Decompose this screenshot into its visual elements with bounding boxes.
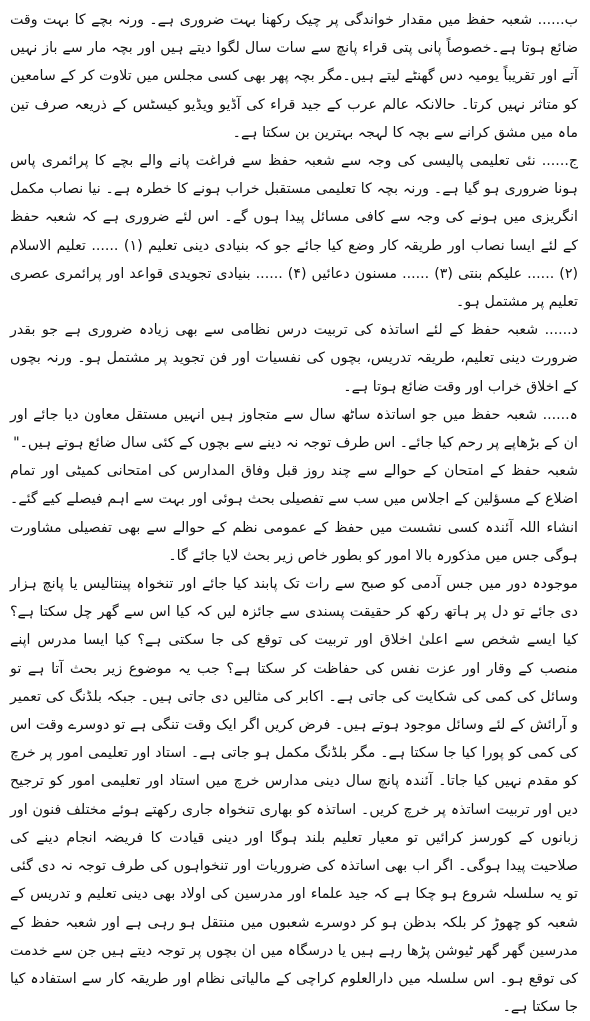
paragraph-b: ب...... شعبہ حفظ میں مقدار خواندگی پر چیک رکھنا بہت ضروری ہے۔ ورنہ بچے کا بہت وقت ضائع ہوتا ہے۔خصوصاً پانی پتی قراء پانچ سے سات سال لگوا دیتے ہیں اور بچہ مار سے باز نہیں آتے اور تقریباً یومیہ دس گھنٹے لیتے ہیں۔مگر بچہ پھر بھی کسی مجلس میں تلاوت کر کے سامعین کو متاثر نہیں کرتا۔ حالانکہ عالم عرب کے جید قراء کی آڈیو ویڈیو کیسٹس کے ذریعہ صرف تین ماہ میں مشق کرانے سے بچہ کا لہجہ بہترین بن سکتا ہے۔	[10, 12, 578, 141]
paragraph-j: ج...... نئی تعلیمی پالیسی کی وجہ سے شعبہ حفظ سے فراغت پانے والے بچے کا پرائمری پاس ہونا ضروری ہو گیا ہے۔ ورنہ بچہ کا تعلیمی مستقبل خراب ہونے کا خطرہ ہے۔ نیا نصاب مکمل انگریزی میں ہونے کی وجہ سے کافی مسائل پیدا ہوں گے۔ اس لئے ضروری ہے کہ شعبہ حفظ کے لئے ایسا نصاب اور طریقہ کار وضع کیا جائے جو کہ بنیادی دینی تعلیم (۱) ...... تعلیم الاسلام (۲) ...... علیکم بنتی (۳) ...... مسنون دعائیں (۴) ...... بنیادی تجویدی قواعد اور پرائمری عصری تعلیم پر مشتمل ہو۔	[10, 153, 578, 311]
paragraph-h: ہ...... شعبہ حفظ میں جو اساتذہ ساٹھ سال سے متجاوز ہیں انہیں مستقل معاون دیا جائے اور ان کے بڑھاپے پر رحم کیا جائے۔ اس طرف توجہ نہ دینے سے بچوں کے کئی سال ضائع ہوتے ہیں۔"	[10, 406, 578, 452]
paragraph-exam-committee: شعبہ حفظ کے امتحان کے حوالے سے چند روز قبل وفاق المدارس کی امتحانی کمیٹی اور تمام اضلاع کے مسؤلین کے اجلاس میں سب سے تفصیلی بحث ہوئی اور بہت سے اہم فیصلے کیے گئے۔ انشاء اللہ آئندہ کسی نشست میں حفظ کے عمومی نظم کے حوالے سے بھی تفصیلی مشاورت ہوگی جس میں مذکورہ بالا امور کو بطور خاص زیر بحث لایا جائے گا۔	[10, 463, 578, 564]
paragraph-teacher-salary: موجودہ دور میں جس آدمی کو صبح سے رات تک پابند کیا جائے اور تنخواہ پینتالیس یا پانچ ہزار دی جائے تو دل پر ہاتھ رکھ کر حقیقت پسندی سے جائزہ لیں کہ کیا اس سے گھر چل سکتا ہے؟ کیا ایسے شخص سے اعلیٰ اخلاق اور تربیت کی توقع کی جا سکتی ہے؟ کیا ایسا مدرس اپنے منصب کے وقار اور عزت نفس کی حفاظت کر سکتا ہے؟ جب یہ موضوع زیر بحث آتا ہے تو وسائل کی کمی کی شکایت کی جاتی ہے۔ اکابر کی مثالیں دی جاتی ہیں۔ جبکہ بلڈنگ کی تعمیر و آرائش کے لئے وسائل موجود ہوتے ہیں۔ فرض کریں اگر ایک وقت تنگی ہے تو دوسرے وقت اس کی کمی کو پورا کیا جا سکتا ہے۔ مگر بلڈنگ مکمل ہو جاتی ہے۔ استاد اور تعلیمی امور پر خرچ کو مقدم نہیں کیا جاتا۔ آئندہ پانچ سال دینی مدارس خرچ میں استاد اور تعلیمی امور کو ترجیح دیں اور تربیت اساتذہ پر خرچ کریں۔ اساتذہ کو بھاری تنخواہ جاری رکھتے ہوئے مختلف فنون اور زبانوں کے کورسز کرائیں تو معیار تعلیم بلند ہوگا اور دینی قیادت کا فریضہ انجام دینے کی صلاحیت پیدا ہوگی۔ اگر اب بھی اساتذہ کی ضروریات اور تنخواہوں کی طرف توجہ نہ دی گئی تو یہ سلسلہ شروع ہو چکا ہے کہ جید علماء اور مدرسین کی اولاد بھی دینی تعلیم و تدریس کے شعبہ کو چھوڑ کر بلکہ بدظن ہو کر دوسرے شعبوں میں منتقل ہو رہی ہے اور شعبہ حفظ کے مدرسین گھر گھر ٹیوشن پڑھا رہے ہیں یا درسگاہ میں ان بچوں پر توجہ دیتے ہیں جن سے خدمت کی توقع ہو۔ اس سلسلہ میں دارالعلوم کراچی کے مالیاتی نظام اور طریقہ کار سے استفادہ کیا جا سکتا ہے۔	[10, 576, 578, 1016]
paragraph-d: د...... شعبہ حفظ کے لئے اساتذہ کی تربیت درس نظامی سے بھی زیادہ ضروری ہے جو بقدر ضرورت دینی تعلیم، طریقہ تدریس، بچوں کی نفسیات اور فن تجوید پر مشتمل ہو۔ ورنہ بچوں کے اخلاق خراب اور وقت ضائع ہوتا ہے۔	[10, 322, 578, 395]
